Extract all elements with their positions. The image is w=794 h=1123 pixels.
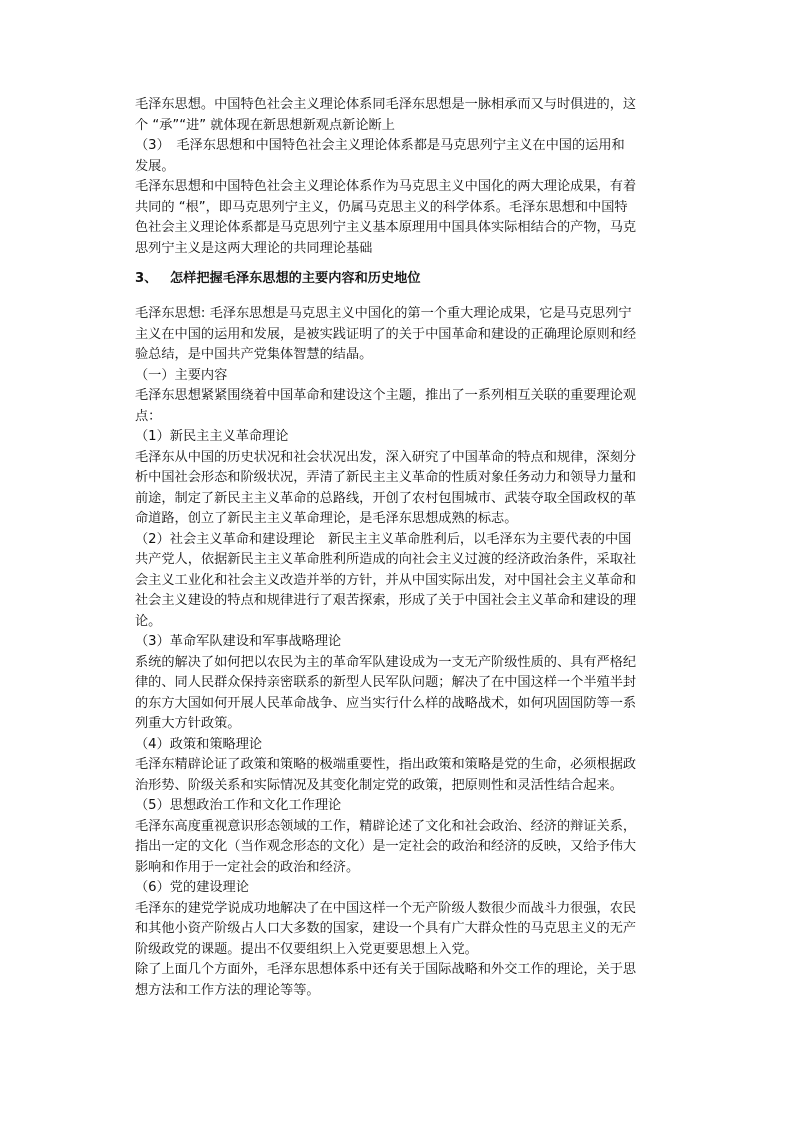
text-line: （3） 毛泽东思想和中国特色社会主义理论体系都是马克思列宁主义在中国的运用和 (135, 138, 625, 153)
text-line: 影响和作用于一定社会的政治和经济。 (135, 859, 360, 875)
text-line: 色社会主义理论体系都是马克思列宁主义基本原理用中国具体实际相结合的产物，马克 (135, 220, 637, 235)
text-line: 毛泽东高度重视意识形态领域的工作，精辟论述了文化和社会政治、经济的辩证关系， (135, 818, 637, 834)
section-number: 3、 (135, 271, 158, 286)
text-line: 析中国社会形态和阶级状况，弄清了新民主主义革命的性质对象任务动力和领导力量和 (135, 470, 637, 485)
text-line: 毛泽东从中国的历史状况和社会状况出发，深入研究了中国革命的特点和规律，深刻分 (135, 449, 637, 465)
text-line: 毛泽东思想紧紧围绕着中国革命和建设这个主题，推出了一系列相互关联的重要理论观 (135, 388, 637, 403)
text-line: 毛泽东思想: 毛泽东思想是马克思主义中国化的第一个重大理论成果，它是马克思列宁 (135, 306, 632, 321)
text-line: 共产党人，依据新民主主义革命胜利所造成的向社会主义过渡的经济政治条件，采取社 (135, 552, 637, 567)
text-line: 阶级政党的课题。提出不仅要组织上入党更要思想上入党。 (135, 941, 478, 957)
text-line: 论。 (135, 613, 162, 629)
text-line: 想方法和工作方法的理论等等。 (135, 982, 320, 998)
text-line: 思列宁主义是这两大理论的共同理论基础 (135, 240, 373, 256)
text-line: 个 “承”“进” 就体现在新思想新观点新论断上 (135, 117, 395, 133)
text-line: 毛泽东精辟论证了政策和策略的极端重要性，指出政策和策略是党的生命，必须根据政 (135, 757, 637, 772)
text-line: 验总结，是中国共产党集体智慧的结晶。 (135, 347, 373, 362)
text-line: 前途，制定了新民主主义革命的总路线，开创了农村包围城市、武装夺取全国政权的革 (135, 490, 637, 506)
section-heading (135, 268, 663, 290)
text-line: 社会主义建设的特点和规律进行了艰苦探索，形成了关于中国社会主义革命和建设的理 (135, 593, 637, 608)
text-line: （1）新民主主义革命理论 (135, 429, 289, 444)
document-page (135, 95, 663, 1001)
text-line: 毛泽东思想。中国特色社会主义理论体系同毛泽东思想是一脉相承而又与时俱进的，这 (135, 97, 637, 112)
paragraph-block-2 (135, 304, 663, 1001)
text-line: 发展。 (135, 158, 175, 174)
text-line: 和其他小资产阶级占人口大多数的国家，建设一个具有广大群众性的马克思主义的无产 (135, 921, 637, 936)
text-line: （3）革命军队建设和军事战略理论 (135, 634, 342, 649)
text-line: 主义在中国的运用和发展，是被实践证明了的关于中国革命和建设的正确理论原则和经 (135, 326, 637, 342)
text-line: 点： (135, 408, 162, 424)
section-title: 怎样把握毛泽东思想的主要内容和历史地位 (170, 271, 421, 286)
spacer (135, 290, 663, 304)
text-line: 除了上面几个方面外，毛泽东思想体系中还有关于国际战略和外交工作的理论，关于思 (135, 962, 637, 977)
text-line: （5）思想政治工作和文化工作理论 (135, 798, 342, 813)
text-line: （6）党的建设理论 (135, 880, 249, 895)
text-line: 指出一定的文化（当作观念形态的文化）是一定社会的政治和经济的反映，又给予伟大 (135, 839, 637, 854)
text-line: 共同的 “根”，即马克思列宁主义，仍属马克思主义的科学体系。毛泽东思想和中国特 (135, 199, 628, 215)
text-line: 系统的解决了如何把以农民为主的革命军队建设成为一支无产阶级性质的、具有严格纪 (135, 654, 637, 670)
text-line: 毛泽东的建党学说成功地解决了在中国这样一个无产阶级人数很少而战斗力很强，农民 (135, 900, 637, 916)
text-line: 的东方大国如何开展人民革命战争、应当实行什么样的战略战术，如何巩固国防等一系 (135, 695, 637, 711)
text-line: （一）主要内容 (135, 367, 228, 383)
text-line: （4）政策和策略理论 (135, 736, 263, 752)
spacer (135, 259, 663, 268)
text-line: （2）社会主义革命和建设理论 新民主主义革命胜利后，以毛泽东为主要代表的中国 (135, 531, 632, 547)
text-line: 律的、同人民群众保持亲密联系的新型人民军队问题；解决了在中国这样一个半殖半封 (135, 675, 637, 690)
text-line: 命道路，创立了新民主主义革命理论，是毛泽东思想成熟的标志。 (135, 511, 518, 526)
text-line: 毛泽东思想和中国特色社会主义理论体系作为马克思主义中国化的两大理论成果，有着 (135, 179, 637, 194)
text-line: 列重大方针政策。 (135, 716, 241, 731)
paragraph-block-1 (135, 95, 663, 259)
text-line: 会主义工业化和社会主义改造并举的方针，并从中国实际出发，对中国社会主义革命和 (135, 572, 637, 588)
text-line: 治形势、阶级关系和实际情况及其变化制定党的政策，把原则性和灵活性结合起来。 (135, 777, 623, 793)
